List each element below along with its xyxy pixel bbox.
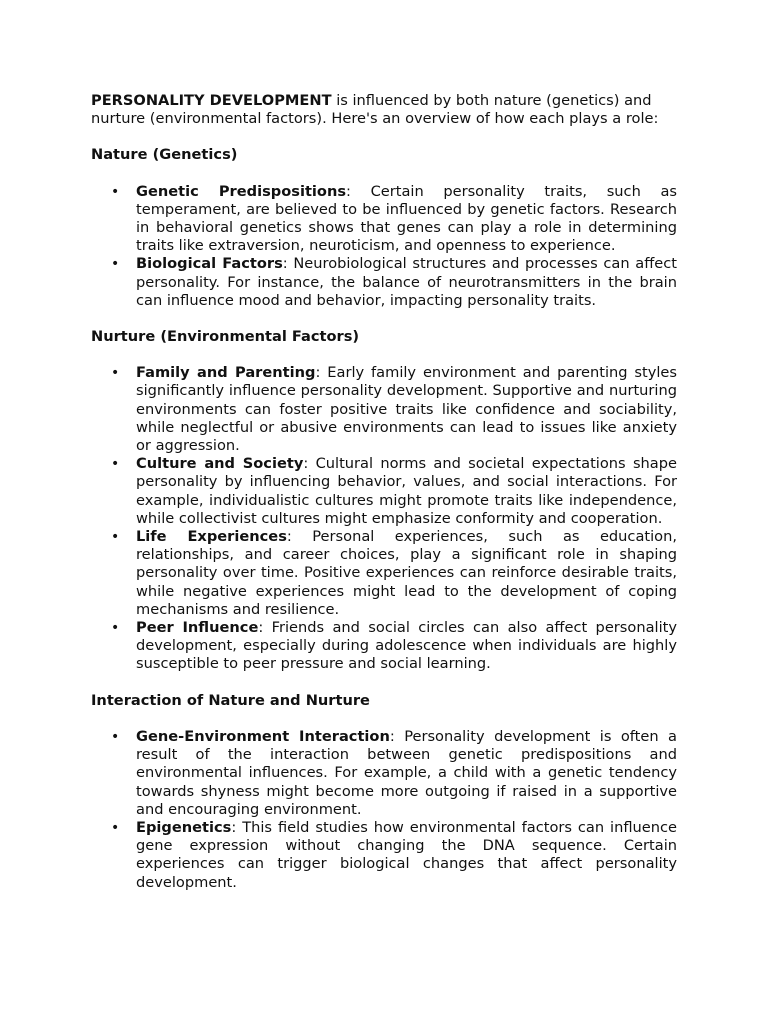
bullet-list-nature: [91, 183, 677, 310]
bullet-icon: •: [111, 365, 120, 382]
bullet-icon: •: [111, 256, 120, 273]
item-term: Peer Influence: [136, 619, 259, 637]
section-heading-nurture: Nurture (Environmental Factors): [91, 328, 360, 346]
list-item: [91, 455, 677, 528]
document-page: [91, 92, 677, 892]
list-item: [91, 364, 677, 455]
list-item: [91, 255, 677, 310]
item-text: : Personal experiences, such as education, relationships, and career choices, play a significant role in shaping personality over time. Positive experiences can reinforce desirable traits, while negative experiences might lead to the development of coping mechanisms and resilience.: [136, 528, 677, 618]
section-heading-nature: Nature (Genetics): [91, 146, 238, 164]
item-text: : Early family environment and parenting styles significantly influence personality development. Supportive and nurturing environments can foster positive traits like confidence and sociability, while neglectful or abusive environments can lead to issues like anxiety or aggression.: [136, 364, 677, 455]
item-term: Gene-Environment Interaction: [136, 727, 390, 745]
list-item: [91, 819, 677, 892]
bullet-list-interaction: [91, 728, 677, 892]
list-item: [91, 183, 677, 256]
item-text: : Neurobiological structures and processes can affect personality. For instance, the balance of neurotransmitters in the brain can influence mood and behavior, impacting personality traits.: [136, 255, 677, 309]
list-item: [91, 728, 677, 819]
intro-paragraph: [91, 92, 677, 128]
bullet-icon: •: [111, 728, 120, 745]
item-text: : Cultural norms and societal expectations shape personality by influencing behavior, values, and social interactions. For example, individualistic cultures might promote traits like independence, while collectivist cultures might emphasize conformity and cooperation.: [136, 455, 677, 527]
bullet-icon: •: [111, 819, 120, 836]
bullet-icon: •: [111, 529, 120, 546]
item-term: Life Experiences: [136, 528, 287, 546]
bullet-icon: •: [111, 183, 120, 200]
item-term: Epigenetics: [136, 818, 232, 836]
item-text: : This field studies how environmental factors can influence gene expression without changing the DNA sequence. Certain experiences can trigger biological changes that affect personality development.: [136, 818, 677, 891]
list-item: [91, 528, 677, 619]
intro-text: is influenced by both nature (genetics) and nurture (environmental factors). Here's an overview of how each plays a role:: [91, 92, 659, 128]
item-term: Family and Parenting: [136, 364, 316, 382]
item-text: : Certain personality traits, such as temperament, are believed to be influenced by genetic factors. Research in behavioral genetics shows that genes can play a role in determining traits like extraversion, neuroticism, and openness to experience.: [136, 182, 677, 255]
list-item: [91, 619, 677, 674]
item-term: Biological Factors: [136, 255, 283, 273]
bullet-icon: •: [111, 620, 120, 637]
bullet-icon: •: [111, 456, 120, 473]
item-term: Genetic Predispositions: [136, 182, 347, 200]
item-text: : Personality development is often a result of the interaction between genetic predispositions and environmental influences. For example, a child with a genetic tendency towards shyness might become more outgoing if raised in a supportive and encouraging environment.: [136, 727, 677, 818]
item-text: : Friends and social circles can also affect personality development, especially during adolescence when individuals are highly susceptible to peer pressure and social learning.: [136, 619, 677, 673]
bullet-list-nurture: [91, 364, 677, 673]
section-heading-interaction: Interaction of Nature and Nurture: [91, 691, 370, 709]
item-term: Culture and Society: [136, 455, 304, 473]
intro-lead: PERSONALITY DEVELOPMENT: [91, 92, 332, 109]
